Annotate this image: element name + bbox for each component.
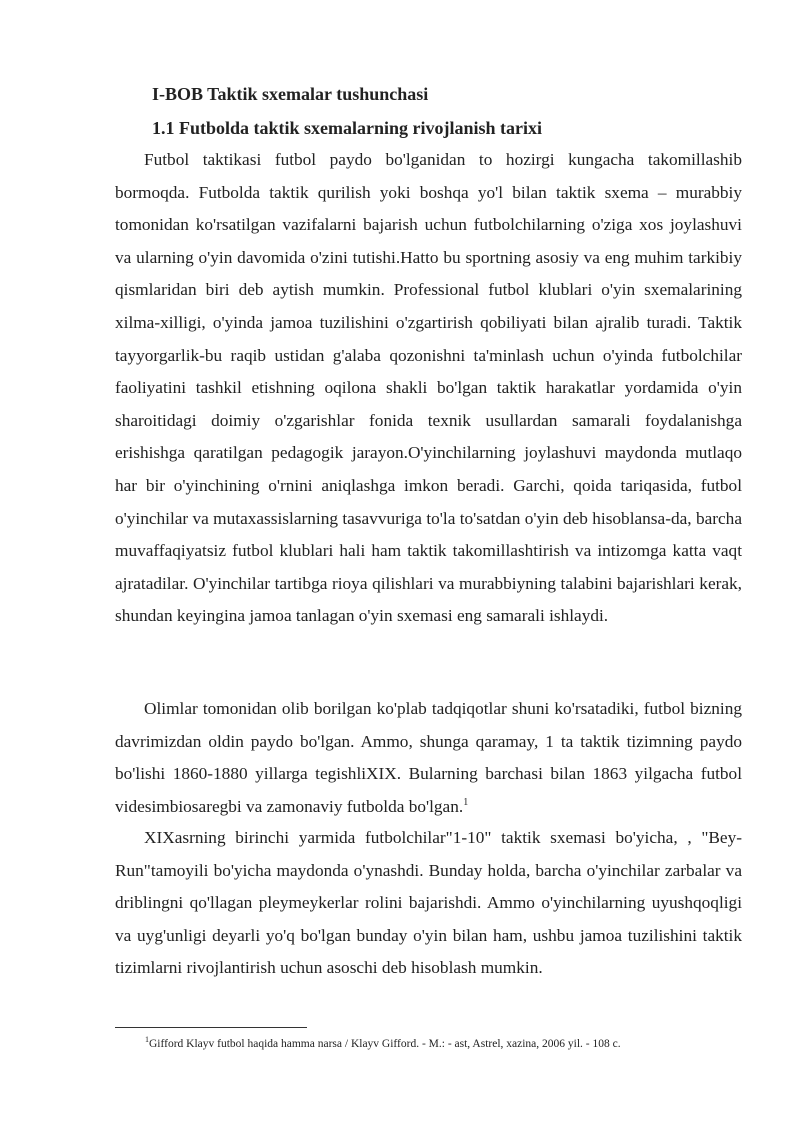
paragraph-3: XIXasrning birinchi yarmida futbolchilar"1-10" taktik sxemasi bo'yicha, , "Bey-Run"tamoyili bo'yicha maydonda o'ynashdi. Bunday holda, barcha o'yinchilar zarbalar va driblingni qo'llagan pleymeykerlar rolini bajarishdi. Ammo o'yinchilarning uyushqoqligi va uyg'unligi deyarli yo'q bo'lgan bunday o'yin bilan ham, ushbu jamoa tuzilishini taktik tizimlarni rivojlantirish uchun asoschi deb hisoblash mumkin. [115, 828, 742, 978]
paragraph-2 [115, 693, 742, 823]
footnote-reference[interactable]: 1 [463, 796, 469, 808]
footnote-divider [115, 1027, 307, 1028]
paragraph-2-text: Olimlar tomonidan olib borilgan ko'plab tadqiqotlar shuni ko'rsatadiki, futbol bizning davrimizdan oldin paydo bo'lgan. Ammo, shunga qaramay, 1 ta taktik tizimning paydo bo'lishi 1860-1880 yillarga tegishliXIX. Bularning barchasi bilan 1863 yilgacha futbol videsimbiosaregbi va zamonaviy futbolda bo'lgan. [115, 699, 742, 816]
section-heading: 1.1 Futbolda taktik sxemalarning rivojlanish tarixi [152, 118, 543, 138]
footnote-text: Gifford Klayv futbol haqida hamma narsa / Klayv Gifford. - M.: - ast, Astrel, xazina, 2006 yil. - 108 c. [149, 1038, 621, 1050]
footnote [145, 1035, 621, 1050]
footnote-number: 1 [145, 1035, 149, 1044]
chapter-heading: I-BOB Taktik sxemalar tushunchasi [152, 84, 429, 104]
paragraph-1: Futbol taktikasi futbol paydo bo'lganidan to hozirgi kungacha takomillashib bormoqda. Futbolda taktik qurilish yoki boshqa yo'l bilan taktik sxema – murabbiy tomonidan ko'rsatilgan vazifalarni bajarish uchun futbolchilarning o'ziga xos joylashuvi va ularning o'yin davomida o'zini tutishi.Hatto bu sportning asosiy va eng muhim tarkibiy qismlaridan biri deb aytish mumkin. Professional futbol klublari o'yin sxemalarining xilma-xilligi, o'yinda jamoa tuzilishini o'zgartirish qobiliyati bilan ajralib turadi. Taktik tayyorgarlik-bu raqib ustidan g'alaba qozonishni ta'minlash uchun o'yinda futbolchilar faoliyatini tashkil etishning oqilona shakli bo'lgan taktik harakatlar yordamida o'yin sharoitidagi doimiy o'zgarishlar fonida texnik usullardan samarali foydalanishga erishishga qaratilgan pedagogik jarayon.O'yinchilarning joylashuvi maydonda mutlaqo har bir o'yinchining o'rnini aniqlashga imkon beradi. Garchi, qoida tariqasida, futbol o'yinchilar va mutaxassislarning tasavvuriga to'la to'satdan o'yin deb hisoblansa-da, barcha muvaffaqiyatsiz futbol klublari hali ham taktik takomillashtirish va intizomga katta vaqt ajratadilar. O'yinchilar tartibga rioya qilishlari va murabbiyning talabini bajarishlari kerak, shundan keyingina jamoa tanlagan o'yin sxemasi eng samarali ishlaydi. [115, 150, 742, 626]
